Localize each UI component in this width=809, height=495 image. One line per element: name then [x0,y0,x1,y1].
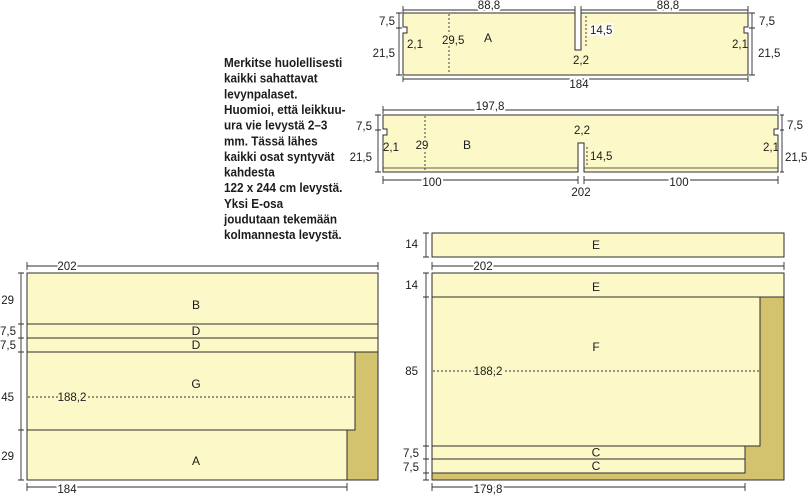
note-line: ura vie levystä 2–3 [224,118,328,133]
part-a-left-bottom-height-label: 21,5 [372,48,395,60]
note-line: kaikki sahattavat [224,71,318,86]
part-b-slot-width-label: 2,2 [574,125,590,137]
sheet-1-piece-b [27,273,378,324]
sheet-1-inner-width-label: 188,2 [57,392,87,404]
sheet-1-layout [0,261,378,495]
sheet-1-width-label: 202 [57,261,77,273]
part-a-slot-depth-label: 14,5 [590,25,613,37]
sheet-2-layout [403,261,784,495]
sheet-1-cut-width-label: 184 [57,484,77,495]
extra-piece-e-height-label: 14 [405,239,418,251]
sheet-2-piece-e-label: E [591,280,601,294]
sheet-2-piece-c-2-label: C [591,459,601,473]
note-line: levynpalaset. [224,86,298,102]
note-line: mm. Tässä lähes [224,133,318,149]
part-a-right-bottom-height-label: 21,5 [758,48,781,60]
part-b-width-label: 197,8 [475,101,505,113]
sheet-2-inner-width-label: 188,2 [473,366,503,378]
part-a-left-groove-label: 2,1 [407,39,423,51]
sheet-2-piece-c-1 [432,446,745,459]
part-b-drawing [350,101,808,199]
part-b-left-bottom-height-label: 21,5 [349,152,372,164]
sheet-1-row-height-label: 29 [1,451,14,463]
sheet-1-row-height-label: 7,5 [0,326,16,338]
part-a-total-width-label: 184 [569,79,589,91]
part-b-left-top-height-label: 7,5 [356,121,372,133]
part-b-right-top-height-label: 7,5 [787,120,803,132]
sheet-2-width-label: 202 [473,261,493,273]
part-b-slot-depth-label: 14,5 [590,151,613,163]
part-a-half-width-right-label: 88,8 [656,0,680,12]
sheet-2-piece-f-label: F [592,340,600,354]
part-b-right-bottom-height-label: 21,5 [785,152,808,164]
part-b-left-groove-label: 2,1 [383,142,399,154]
note-line: 122 x 244 cm levystä. [224,180,343,196]
extra-piece-e-rect [432,233,784,257]
sheet-1-row-height-label: 7,5 [0,340,16,352]
note-line: Yksi E-osa [224,196,284,212]
sheet-1-piece-a [27,430,347,480]
part-a-half-width-left-label: 88,8 [477,0,501,12]
extra-piece-e [405,233,784,257]
note-line: Merkitse huolellisesti [224,55,343,71]
part-b-left-height-dimension [375,115,381,172]
sheet-1-piece-d-2-label: D [191,338,201,352]
part-a-left-top-height-label: 7,5 [379,16,395,28]
part-b-overall-width-label: 202 [571,187,591,199]
sheet-1-piece-d-1 [27,324,378,338]
part-b-right-groove-label: 2,1 [763,142,779,154]
sheet-1-piece-g [27,352,355,430]
part-a-left-height-dimension [396,13,402,75]
sheet-1-piece-d-2 [27,338,378,352]
part-a-right-top-height-label: 7,5 [759,16,775,28]
note-line: Huomioi, että leikkuu- [224,102,346,118]
sheet-1-piece-g-label: G [191,377,201,391]
extra-piece-e-label: E [591,238,601,252]
sheet-1-height-dimension [18,273,24,480]
extra-piece-e-height-dimension [423,233,429,257]
sheet-2-row-height-label: 7,5 [403,448,419,460]
sheet-1-row-height-label: 29 [1,295,14,307]
sheet-1-piece-a-label: A [191,454,201,468]
part-a-drawing [373,0,781,91]
sheet-1-piece-d-1-label: D [191,324,201,338]
part-a-piece-label: A [483,31,493,45]
part-a-right-groove-label: 2,1 [732,39,748,51]
part-b-piece-label: B [462,138,472,152]
sheet-1-width-dimension [27,262,378,270]
part-a-slot-width-label: 2,2 [573,55,589,67]
sheet-1-row-height-label: 45 [1,392,14,404]
part-a-height-label: 29,5 [442,35,465,47]
part-b-half-width-dimensions [383,176,778,184]
part-b-left-half-width-label: 100 [422,177,442,189]
note-line: joudutaan tekemään [224,211,338,227]
sheet-2-piece-c-2 [432,459,745,473]
instruction-note [223,55,345,242]
sheet-2-cut-width-label: 179,8 [473,484,503,495]
part-b-width-dimension [383,106,778,114]
sheet-2-piece-c-1-label: C [591,445,601,460]
note-line: kahdesta [224,165,275,180]
part-b-right-height-dimension [780,115,784,172]
part-b-right-half-width-label: 100 [669,177,689,189]
note-line: kolmannesta levystä. [224,227,342,243]
part-a-right-height-dimension [749,13,755,75]
sheet-2-row-height-label: 14 [405,280,418,292]
note-line: kaikki osat syntyvät [224,149,335,165]
sheet-2-height-dimension [423,273,429,480]
part-b-height-label: 29 [415,140,429,152]
part-b-outline [383,115,778,172]
sheet-2-piece-e [432,273,784,297]
sheet-1-piece-b-label: B [191,298,201,312]
sheet-2-row-height-label: 85 [405,366,418,378]
sheet-2-row-height-label: 7,5 [403,462,419,474]
